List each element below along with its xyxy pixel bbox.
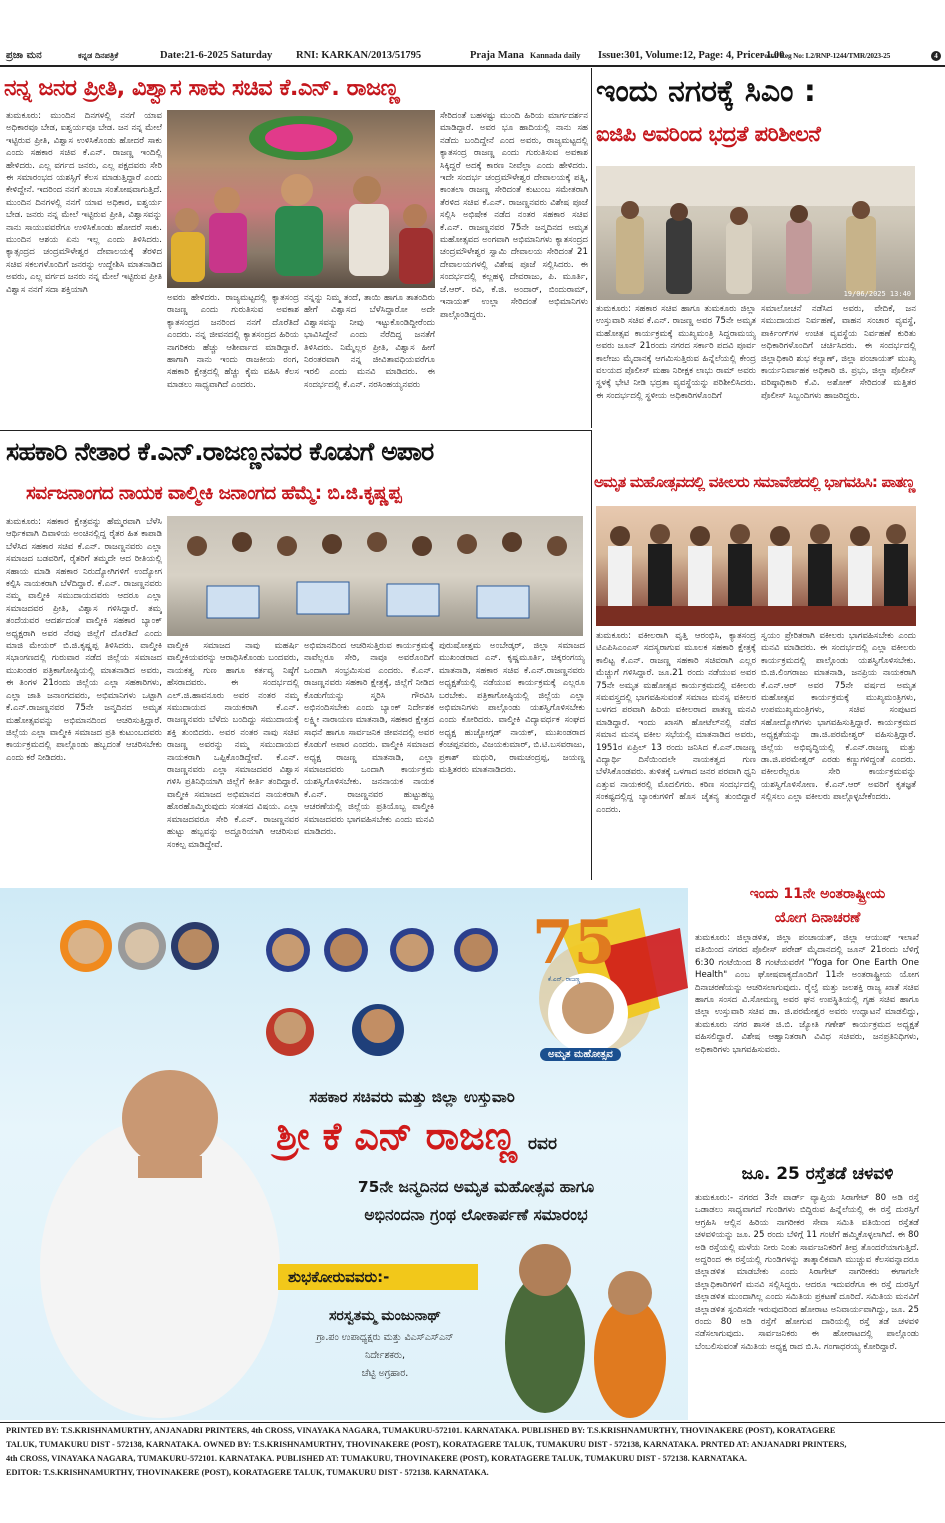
ad-title-line1: ಸಹಕಾರ ಸಚಿವರು ಮತ್ತು ಜಿಲ್ಲಾ ಉಸ್ತುವಾರಿ: [309, 1088, 515, 1106]
story2-headline-line2: ಐಜಿಪಿ ಅವರಿಂದ ಭದ್ರತೆ ಪರಿಶೀಲನೆ: [596, 122, 821, 146]
story4-column-2: ಸ್ವಯಂ ಪ್ರೇರಿತರಾಗಿ ವಕೀಲರು ಭಾಗವಹಿಸಬೇಕು ಎಂದು ಮನವಿ ಮಾಡಿದರು. ಈ ಸಂದರ್ಭದಲ್ಲಿ ಎಲ್ಲಾ ವಕೀಲರು ಕಾರ್ಯಕ್ರಮದಲ್ಲಿ ಪಾಲ್ಗೊಂಡು ಯಶಸ್ವಿಗೊಳಿಸಬೇಕು. ಬಿ.ಜಿ.ಲಿಂಗರಾಜು ಮಾತನಾಡಿ, ಜನಪ್ರಿಯ ನಾಯಕರಾಗಿ ಕೆ.ಎನ್.ಆರ್ ಅವರ 75ನೇ ವರ್ಷದ ಅಮೃತ ಮಹೋತ್ಸವ ಕಾರ್ಯಕ್ರಮಕ್ಕೆ ಮುಖ್ಯಮಂತ್ರಿಗಳು, ಉಪಮುಖ್ಯಮಂತ್ರಿಗಳು, ಸಚಿವ ಸಂಪುಟದ ಸಹೋದ್ಯೋಗಿಗಳು ಭಾಗವಹಿಸುತ್ತಿದ್ದಾರೆ. ಕಾರ್ಯಕ್ರಮದ ಅಧ್ಯಕ್ಷತೆಯನ್ನು ಡಾ.ಜಿ.ಪರಮೇಶ್ವರ್ ವಹಿಸುತ್ತಿದ್ದಾರೆ. ಜಿಲ್ಲೆಯ ಅಭಿವೃದ್ಧಿಯಲ್ಲಿ ಕೆ.ಎನ್.ರಾಜಣ್ಣ ಮತ್ತು ಡಾ.ಜಿ.ಪರಮೇಶ್ವರ್ ಎರಡು ಕಣ್ಣುಗಳಿದ್ದಂತೆ ಎಂದರು. ವಕೀಲರೆಲ್ಲರೂ ಸೇರಿ ಕಾರ್ಯಕ್ರಮವನ್ನು ಯಶಸ್ವಿಗೊಳಿಸೋಣ. ಕೆ.ಎನ್.ಆರ್ ಅವರಿಗೆ ಕೃತಜ್ಞತೆ ಸಲ್ಲಿಸಲು ಎಲ್ಲಾ ವಕೀಲರು ಪಾಲ್ಗೊಳ್ಳಬೇಕೆಂದರು.: [761, 631, 916, 803]
ad-wisher-line1: ಗ್ರಾ.ಪಂ ಉಪಾಧ್ಯಕ್ಷರು ಮತ್ತು ವಿಎಸ್ಎಸ್ಎನ್: [316, 1332, 454, 1343]
story1-column-1: ತುಮಕೂರು: ಮುಂದಿನ ದಿನಗಳಲ್ಲಿ ನನಗೆ ಯಾವ ಅಧಿಕಾರವೂ ಬೇಡ, ಐಶ್ವರ್ಯವೂ ಬೇಡ. ಜನ ನನ್ನ ಮೇಲೆ ಇಟ್ಟಿರುವ ಪ್ರೀತಿ, ವಿಶ್ವಾಸ ಉಳಿಸಿಕೊಂಡು ಹೋದರೆ ಸಾಕು ಎಂದು ಸಹಕಾರ ಸಚಿವ ಕೆ.ಎನ್. ರಾಜಣ್ಣ ಇಂದಿಲ್ಲಿ ಹೇಳಿದರು. ಎಲ್ಲ ವರ್ಗದ ಜನರು, ಎಲ್ಲ ಪಕ್ಷದವರು ಸೇರಿ ಈ ಸಮಾರಂಭದ ಯಶಸ್ಸಿಗೆ ಕೆಲಸ ಮಾಡುತ್ತಿದ್ದಾರೆ ಎಂದು ಕೇಳಿದ್ದೇನೆ. ಇದರಿಂದ ನನಗೆ ತುಂಬಾ ಸಂತೋಷವಾಗುತ್ತಿದೆ. ಮುಂದಿನ ದಿನಗಳಲ್ಲಿ ನನಗೆ ಯಾವ ಅಧಿಕಾರ, ಐಶ್ವರ್ಯ ಬೇಡ. ಜನರು ನನ್ನ ಮೇಲೆ ಇಟ್ಟಿರುವ ಪ್ರೀತಿ, ವಿಶ್ವಾಸವನ್ನು ನಾನು ಸಾಯುವವರೆಗೂ ಉಳಿಸಿಕೊಂಡು ಹೋದರೆ ಸಾಕು. ಮುಂದಿನ ಆಶಯ ಏನು ಇಲ್ಲ ಎಂದು ತಿಳಿಸಿದರು. ಕ್ಯಾತ್ಸಂದ್ರದ ಚಂದ್ರಮೌಳೇಶ್ವರ ದೇವಾಲಯಕ್ಕೆ ತೆರಳಿದ ಸಚಿವ ಸಕಲಗಳೊಂದಿಗೆ ಜನರನ್ನು ಉದ್ದೇಶಿಸಿ ಮಾತನಾಡಿದ ಅವರು, ಎಲ್ಲ ವರ್ಗದ ಜನರು ನನ್ನ ಮೇಲೆ ಇಟ್ಟಿರುವ ಪ್ರೀತಿ ವಿಶ್ವಾಸ ನನಗೆ ಸದಾ ಶಕ್ತಿಯಾಗಿ: [6, 111, 162, 295]
imprint-line-4: EDITOR: T.S.KRISHNAMURTHY, THOVINAKERE (POST), KORATAGERE TALUK, TUMAKURU DIST - 572138. KARNATAKA.: [6, 1468, 489, 1477]
imprint-line-3: 4th CROSS, VINAYAKA NAGARA, TUMAKURU-572101. KARNATAKA. PUBLISHED AT: TUMAKURU, THOVINAKERE (POST), KORATAGERE TALUK, TUMAKURU DIST - 572138. KARNATAKA.: [6, 1454, 747, 1463]
lawyers-group-illustration: [596, 506, 916, 626]
story3-photo: [167, 516, 583, 636]
ad-logo-ring: ಕೆ.ಎನ್. ರಾಜಣ್ಣ: [548, 976, 581, 983]
story1-column-2: ಅವರು ಹೇಳಿದರು. ರಾಜ್ಯಮಟ್ಟದಲ್ಲಿ ಕ್ಯಾತಸಂದ್ರ ರಾಜಣ್ಣ ಎಂದು ಗುರುತಿಸುವ ಅವಕಾಶ ಕ್ಯಾತಸಂದ್ರದ ಜನರಿಂದ ನನಗೆ ದೊರೆತಿದೆ ಎಂದರು. ನನ್ನ ಜೀವನದಲ್ಲಿ ಕ್ಯಾತಸಂದ್ರದ ಹಿರಿಯ ನಾಗರಿಕರು ಹೆಚ್ಚು ಆಶೀರ್ವಾದ ಮಾಡಿದ್ದಾರೆ. ಹಾಗಾಗಿ ನಾನು ಇಂದು ರಾಜಕೀಯ ರಂಗ, ಸಹಕಾರಿ ಕ್ಷೇತ್ರದಲ್ಲಿ ಹೆಚ್ಚು ಕೈಮ ವಹಿಸಿ ಕೆಲಸ ಮಾಡಲು ಸಾಧ್ಯವಾಗಿದೆ ಎಂದರು.: [167, 293, 299, 390]
story1-photo: [167, 110, 435, 288]
issue-date: Date:21-6-2025 Saturday: [160, 50, 273, 61]
masthead: [0, 50, 945, 64]
story3-column-3: ಅಭಿಮಾನದಿಂದ ಆಚರಿಸುತ್ತಿರುವ ಕಾರ್ಯಕ್ರಮಕ್ಕೆ ನಾವೆಲ್ಲರೂ ಸೇರಿ, ನಾವೂ ಅವರೊಂದಿಗೆ ಒಂದಾಗಿ ಸಂಭ್ರಮಿಸುವ ಎಂದರು. ಕೆ.ಎನ್. ರಾಜಣ್ಣನವರು ಸಹಕಾರಿ ಕ್ಷೇತ್ರಕ್ಕೆ, ಜಿಲ್ಲೆಗೆ ನೀಡಿದ ಕೊಡುಗೆಯನ್ನು ಸ್ಮರಿಸಿ ಗೌರವಿಸಿ ಅಭಿನಂದಿಸಬೇಕು ಎಂದು ಬ್ಯಾಂಕ್ ನಿರ್ದೇಶಕ ಲಕ್ಷ್ಮೀ ನಾರಾಯಣ ಮಾತನಾಡಿ, ಸಹಕಾರ ಕ್ಷೇತ್ರದ ಸಾಧನೆ ಹಾಗೂ ಸಾರ್ವಜನಿಕ ಜೀವನದಲ್ಲಿ ಅವರ ಕೊಡುಗೆ ಅಪಾರ ಎಂದರು. ವಾಲ್ಮೀಕಿ ಸಮಾಜದ ಅಧ್ಯಕ್ಷ ರಾಜಣ್ಣ ಮಾತನಾಡಿ, ಎಲ್ಲಾ ಸಮಾಜದವರು ಒಂದಾಗಿ ಕಾರ್ಯಕ್ರಮ ಯಶಸ್ವಿಗೊಳಿಸಬೇಕು. ಜನನಾಯಕ ನಾಯಕ ಕೆ.ಎನ್. ರಾಜಣ್ಣನವರ ಹುಟ್ಟುಹಬ್ಬ ಆಚರಣೆಯಲ್ಲಿ ಜಿಲ್ಲೆಯ ಪ್ರತಿಯೊಬ್ಬ ವಾಲ್ಮೀಕಿ ಸಮಾಜದವರು ಭಾಗವಹಿಸಬೇಕು ಎಂದು ಮನವಿ ಮಾಡಿದರು.: [304, 641, 434, 838]
section-rule: [0, 430, 591, 431]
footer-rule: [0, 1422, 945, 1423]
police-inspection-illustration: [596, 166, 915, 300]
story2-headline-line1: ಇಂದು ನಗರಕ್ಕೆ ಸಿಎಂ :: [596, 74, 816, 109]
paper-name-en: Praja Mana: [470, 50, 524, 61]
ad-wisher-line3: ಚೆಟ್ಟಿ ಅಗ್ರಹಾರ.: [361, 1368, 409, 1379]
story4-photo: [596, 506, 916, 626]
column-divider-right: [591, 68, 592, 428]
paper-name-en-sub: Kannada daily: [530, 51, 581, 60]
ad-wishes-banner: ಶುಭಕೋರುವವರು:-: [278, 1264, 478, 1290]
story3-column-1: ತುಮಕೂರು: ಸಹಕಾರ ಕ್ಷೇತ್ರವನ್ನು ಹೆಮ್ಮರವಾಗಿ ಬೆಳೆಸಿ ಆರ್ಥಿಕವಾಗಿ ದಿವಾಳಿಯ ಅಂಚಿನಲ್ಲಿದ್ದ ರೈತರ ಹಿತ ಕಾಪಾಡಿ ಬೆಳೆಸಿದ ಸಹಕಾರ ಸಚಿವ ಕೆ.ಎನ್. ರಾಜಣ್ಣನವರು ಎಲ್ಲಾ ಸಮಾಜದ ಬಡವರಿಗೆ, ರೈತರಿಗೆ ತಮ್ಮದೇ ಆದ ರೀತಿಯಲ್ಲಿ ಸಹಾಯ ಮಾಡಿ ಸಹಕಾರ ನಿರುದ್ಯೋಗಿಗಳಿಗೆ ಉದ್ಯೋಗ ಕಲ್ಪಿಸಿ ನಾಯಕರಾಗಿ ಬೆಳೆದಿದ್ದಾರೆ. ಕೆ.ಎನ್. ರಾಜಣ್ಣನವರು ನಮ್ಮ ವಾಲ್ಮೀಕಿ ಸಮುದಾಯದವರು ಆದರೂ ಎಲ್ಲಾ ಸಮಾಜದವರ ಪ್ರೀತಿ, ವಿಶ್ವಾಸ ಗಳಿಸಿದ್ದಾರೆ. ತಮ್ಮ ತಂದೆಯವರ ಆದರ್ಶದಂತೆ ವಾಲ್ಮೀಕಿ ಸಹಕಾರ ಬ್ಯಾಂಕ್ ಅಧ್ಯಕ್ಷರಾಗಿ ಅವರ ನೆರವು ಜಿಲ್ಲೆಗೆ ದೊರೆತಿದೆ ಎಂದು ಮಾಜಿ ಮೇಯರ್ ಬಿ.ಜಿ.ಕೃಷ್ಣಪ್ಪ ತಿಳಿಸಿದರು. ವಾಲ್ಮೀಕಿ ಸಭಾಂಗಣದಲ್ಲಿ ಗುರುವಾರ ನಡೆದ ಜಿಲ್ಲೆಯ ಸಮಾಜದ ಮುಖಂಡರ ಪತ್ರಿಕಾಗೋಷ್ಠಿಯಲ್ಲಿ ಮಾತನಾಡಿದ ಅವರು, ಈ ತಿಂಗಳ 21ರಂದು ಜಿಲ್ಲೆಯ ಎಲ್ಲಾ ಸಹಕಾರಿಗಳು, ಎಲ್ಲಾ ಜಾತಿ ಜನಾಂಗದವರು, ಅಭಿಮಾನಿಗಳು ಒಟ್ಟಾಗಿ ಕೆ.ಎನ್.ರಾಜಣ್ಣನವರ 75ನೇ ಜನ್ಮದಿನದ ಅಮೃತ ಮಹೋತ್ಸವವನ್ನು ಅಭಿಮಾನದಿಂದ ಆಚರಿಸುತ್ತಿದ್ದಾರೆ. ಜಿಲ್ಲೆಯ ಎಲ್ಲಾ ವಾಲ್ಮೀಕಿ ಸಮಾಜದ ಪ್ರತಿ ಕುಟುಂಬದವರು ಕಾರ್ಯಕ್ರಮದಲ್ಲಿ ಪಾಲ್ಗೊಂಡು ಹಬ್ಬದಂತೆ ಆಚರಿಸಬೇಕು ಎಂದು ಕರೆ ನೀಡಿದರು.: [6, 517, 162, 763]
crowd-garland-illustration: [167, 110, 435, 288]
story2-column-1: ತುಮಕೂರು: ಸಹಕಾರ ಸಚಿವ ಹಾಗೂ ತುಮಕೂರು ಜಿಲ್ಲಾ ಉಸ್ತುವಾರಿ ಸಚಿವ ಕೆ.ಎನ್. ರಾಜಣ್ಣ ಅವರ 75ನೇ ಅಮೃತ ಮಹೋತ್ಸವ ಕಾರ್ಯಕ್ರಮಕ್ಕೆ ಮುಖ್ಯಮಂತ್ರಿ ಸಿದ್ದರಾಮಯ್ಯ ಅವರು ಜೂನ್ 21ರಂದು ನಗರದ ಸರ್ಕಾರಿ ಪದವಿ ಪೂರ್ವ ಕಾಲೇಜು ಮೈದಾನಕ್ಕೆ ಆಗಮಿಸುತ್ತಿರುವ ಹಿನ್ನೆಲೆಯಲ್ಲಿ ಕೇಂದ್ರ ವಲಯದ ಪೊಲೀಸ್ ಮಹಾ ನಿರೀಕ್ಷಕ ಲಾಭು ರಾಮ್ ಅವರು ಸ್ಥಳಕ್ಕೆ ಭೇಟಿ ನೀಡಿ ಭದ್ರತಾ ವ್ಯವಸ್ಥೆಯನ್ನು ಪರಿಶೀಲಿಸಿದರು. ಈ ಸಂದರ್ಭದಲ್ಲಿ ಸ್ಥಳೀಯ ಅಧಿಕಾರಿಗಳೊಂದಿಗೆ: [596, 304, 756, 401]
imprint-line-2: TALUK, TUMAKURU DIST - 572138, KARNATAKA. OWNED BY: T.S.KRISHNAMURTHY, THOVINAKERE (POST), KORATAGERE TALUK, TUMAKURU DIST - 572138, KARNATAKA. PRNTED AT: ANJANADRI PRINTERS,: [6, 1440, 847, 1449]
story1-column-4: ಸೇರಿದಂತೆ ಬಹಳಷ್ಟು ಮುಂದಿ ಹಿರಿಯ ಮಾರ್ಗದರ್ಶನ ಮಾಡಿದ್ದಾರೆ. ಅವರ ಭೂ ಹಾದಿಯಲ್ಲಿ ನಾನು ಸಹ ನಡೆದು ಬಂದಿದ್ದೇನೆ ಎಂದ ಅವರು, ರಾಜ್ಯಮಟ್ಟದಲ್ಲಿ ಕ್ಯಾತಸಂದ್ರ ರಾಜಣ್ಣ ಎಂದು ಗುರುತಿಸುವ ಅವಕಾಶ ಸಿಕ್ಕಿದ್ದರೆ ಅದಕ್ಕೆ ಕಾರಣ ನೀವೆಲ್ಲಾ ಎಂದು ಹೇಳಿದರು. ಇದೇ ಸಂದರ್ಭ ಚಂದ್ರಮೌಳೇಶ್ವರ ದೇವಾಲಯಕ್ಕೆ ಪತ್ನಿ, ಕಾಂತಲಾ ರಾಜಣ್ಣ ಸೇರಿದಂತೆ ಕುಟುಂಬ ಸಮೇತರಾಗಿ ತೆರಳಿದ ಸಚಿವ ಕೆ.ಎನ್. ರಾಜಣ್ಣನವರು ವಿಶೇಷ ಪೂಜೆ ಸಲ್ಲಿಸಿ ಅಭಿಷೇಕ ನಡೆದ ನಂತರ ಸಹಕಾರ ಸಚಿವ ಕೆ.ಎನ್. ರಾಜಣ್ಣನವರ 75ನೇ ಜನ್ಮದಿನದ ಅಮೃತ ಮಹೋತ್ಸವದ ಅಂಗವಾಗಿ ಅಭಿಮಾನಿಗಳು ಕ್ಯಾತಸಂದ್ರದ ಚಂದ್ರಮೌಳೇಶ್ವರ ಸ್ವಾಮಿ ದೇವಾಲಯ ಸೇರಿದಂತೆ 21 ದೇವಾಲಯಗಳಲ್ಲಿ ವಿಶೇಷ ಪೂಜೆ ಸಲ್ಲಿಸಿದರು. ಈ ಸಂದರ್ಭದಲ್ಲಿ ಕಲ್ಲಹಳ್ಳಿ ದೇವರಾಜು, ಪಿ. ಮೂರ್ತಿ, ಜೆ.ಆರ್. ರವಿ, ಕೆ.ಜಿ. ಅಂದಾರ್, ಬಿಂದುರಾಮ್, ಇನಾಯತ್ ಉಲ್ಲಾ ಸೇರಿದಂತೆ ಅಭಿಮಾನಿಗಳು ಪಾಲ್ಗೊಂಡಿದ್ದರು.: [440, 111, 588, 320]
page-number-badge: 4: [931, 51, 941, 61]
paper-name: ಪ್ರಜಾ ಮನ: [6, 50, 42, 61]
masthead-rule: [0, 65, 945, 67]
road-protest-headline: ಜೂ. 25 ರಸ್ತೆತಡೆ ಚಳವಳಿ: [741, 1164, 894, 1184]
ad-honoree-name: [276, 1114, 656, 1159]
story1-headline: ನನ್ನ ಜನರ ಪ್ರೀತಿ, ವಿಶ್ವಾಸ ಸಾಕು ಸಚಿವ ಕೆ.ಎನ್. ರಾಜಣ್ಣ: [4, 75, 400, 101]
birthday-advertisement: [0, 888, 688, 1420]
story4-column-1: ತುಮಕೂರು: ವಕೀಲರಾಗಿ ವೃತ್ತಿ ಆರಂಭಿಸಿ, ಕ್ಯಾತಸಂದ್ರ ಟಿಎಪಿಸಿಎಂಎಸ್ ಸದಸ್ಯರಾಗುವ ಮೂಲಕ ಸಹಕಾರಿ ಕ್ಷೇತ್ರಕ್ಕೆ ಕಾಲಿಟ್ಟ ಕೆ.ಎನ್. ರಾಜಣ್ಣ ಸಹಕಾರಿ ಸಚಿವರಾಗಿ ಎಲ್ಲರ ಮೆಚ್ಚುಗೆ ಗಳಿಸಿದ್ದಾರೆ. ಜೂ.21 ರಂದು ನಡೆಯುವ ಅವರ 75ನೇ ಅಮೃತ ಮಹೋತ್ಸವ ಕಾರ್ಯಕ್ರಮದಲ್ಲಿ ವಕೀಲರು ಸಮವಸ್ತ್ರದಲ್ಲಿ ಭಾಗವಹಿಸುವಂತೆ ಸಮಾಜ ಮನಸ್ಸ ವಕೀಲರ ಬಳಗದ ಪರವಾಗಿ ಹಿರಿಯ ವಕೀಲರಾದ ಪಾತಣ್ಣ ಮನವಿ ಮಾಡಿದ್ದಾರೆ. ಇಂದು ಖಾಸಗಿ ಹೋಟೆಲ್‌ನಲ್ಲಿ ನಡೆದ ಸಮಾನ ಮನಸ್ಕ ವಕೀಲ ಸಭೆಯಲ್ಲಿ ಮಾತನಾಡಿದ ಅವರು, 1951ರ ಏಪ್ರಿಲ್ 13 ರಂದು ಜನಿಸಿದ ಕೆ.ಎನ್.ರಾಜಣ್ಣ ವಿದ್ಯಾರ್ಥಿ ದಿಸೆಯಿಂದಲೇ ನಾಯಕತ್ವದ ಗುಣ ಬೆಳೆಸಿಕೊಂಡವರು. ತುಳಿತಕ್ಕೆ ಒಳಗಾದ ಜನರ ಪರವಾಗಿ ಧ್ವನಿ ಎತ್ತುವ ನಾಯಕರಲ್ಲಿ ಮೊದಲಿಗರು. ಕಠಿಣ ಸಂದರ್ಭದಲ್ಲಿ ಸಂಕಷ್ಟದಲ್ಲಿದ್ದ ಬ್ಯಾಂಕುಗಳಿಗೆ ಹೊಸ ಚೈತನ್ಯ ತುಂಬಿದ್ದಾರೆ ಎಂದರು.: [596, 631, 756, 815]
paper-tag: ಕನ್ನಡ ದಿನಪತ್ರಿಕೆ: [78, 51, 119, 60]
yoga-body: ತುಮಕೂರು: ಜಿಲ್ಲಾಡಳಿತ, ಜಿಲ್ಲಾ ಪಂಚಾಯತ್, ಜಿಲ್ಲಾ ಆಯುಷ್ ಇಲಾಖೆ ವತಿಯಿಂದ ನಗರದ ಪೊಲೀಸ್ ಪರೇಡ್ ಮೈದಾನದಲ್ಲಿ ಜೂನ್ 21ರಂದು ಬೆಳಿಗ್ಗೆ 6:30 ಗಂಟೆಯಿಂದ 8 ಗಂಟೆಯವರೆಗೆ "Yoga for One Earth One Health" ಎಂಬ ಘೋಷವಾಕ್ಯದೊಂದಿಗೆ 11ನೇ ಅಂತರಾಷ್ಟ್ರೀಯ ಯೋಗ ದಿನಾಚರಣೆಯನ್ನು ಆಚರಿಸಲಾಗುವುದು. ರೈಲ್ವೆ ಮತ್ತು ಜಲಶಕ್ತಿ ರಾಜ್ಯ ಖಾತೆ ಸಚಿವ ಹಾಗೂ ಸಂಸದ ವಿ.ಸೋಮಣ್ಣ ಅವರ ಘನ ಉಪಸ್ಥಿತಿಯಲ್ಲಿ ಗೃಹ ಸಚಿವ ಹಾಗೂ ಜಿಲ್ಲಾ ಉಸ್ತುವಾರಿ ಸಚಿವ ಡಾ. ಜಿ.ಪರಮೇಶ್ವರ ಅವರು ಉದ್ಘಾಟನೆ ಮಾಡಲಿದ್ದು, ತುಮಕೂರು ನಗರ ಶಾಸಕ ಜಿ.ಬಿ. ಜ್ಯೋತಿ ಗಣೇಶ್ ಕಾರ್ಯಕ್ರಮದ ಅಧ್ಯಕ್ಷತೆ ವಹಿಸಲಿದ್ದಾರೆ. ವಿಶೇಷ ಆಹ್ವಾನಿತರಾಗಿ ವಿವಿಧ ಸಚಿವರು, ಜನಪ್ರತಿನಿಧಿಗಳು, ಅಧಿಕಾರಿಗಳು ಭಾಗವಹಿಸುವರು.: [695, 933, 919, 1055]
ad-wisher-name: ಸರಸ್ವತಮ್ಮ ಮಂಜುನಾಥ್: [329, 1308, 441, 1324]
ad-logo-caption: ಅಮೃತ ಮಹೋತ್ಸವ: [540, 1048, 621, 1061]
postal-reg: Postal Reg No: L2/RNP-1244/TMR/2023-25: [760, 51, 891, 60]
story3-headline: ಸಹಕಾರಿ ನೇತಾರ ಕೆ.ಎನ್.ರಾಜಣ್ಣನವರ ಕೊಡುಗೆ ಅಪಾರ: [6, 437, 434, 466]
story3-column-4: ಪುರುಷೋತ್ತಮ ಅಂಬೇಡ್ಕರ್, ಜಿಲ್ಲಾ ಸಮಾಜದ ಮುಖಂಡರಾದ ಎನ್. ಕೃಷ್ಣಮೂರ್ತಿ, ಚಿಕ್ಕರಂಗಯ್ಯ ಮಾತನಾಡಿ, ಸಹಕಾರ ಸಚಿವ ಕೆ.ಎನ್.ರಾಜಣ್ಣನವರು ಅಧ್ಯಕ್ಷತೆಯಲ್ಲಿ ನಡೆಯುವ ಕಾರ್ಯಕ್ರಮಕ್ಕೆ ಎಲ್ಲರೂ ಬರಬೇಕು. ಪತ್ರಿಕಾಗೋಷ್ಠಿಯಲ್ಲಿ ಜಿಲ್ಲೆಯ ಎಲ್ಲಾ ಅಭಿಮಾನಿಗಳು ಪಾಲ್ಗೊಂಡು ಯಶಸ್ವಿಗೊಳಿಸಬೇಕು ಎಂದು ಕೋರಿದರು. ವಾಲ್ಮೀಕಿ ವಿದ್ಯಾವರ್ಧಕ ಸಂಘದ ಅಧ್ಯಕ್ಷ ಹುಚ್ಚೋಗ್ಗಡ್ ನಾಯಕ್, ಮುಖಂಡರಾದ ಕೆಂಚಪ್ಪನವರು, ವಿಜಯಕುಮಾರ್, ಬಿ.ಟಿ.ಬಸವರಾಜು, ಪ್ರಕಾಶ್ ಮಧುರಿ, ರಾಮಚಂದ್ರಪ್ಪ, ಜಯಣ್ಣ ಮತ್ತಿತರರು ಮಾತನಾಡಿದರು.: [439, 641, 585, 776]
issue-info: Issue:301, Volume:12, Page: 4, Price: 1.00: [598, 50, 785, 61]
story2-column-2: ಸಮಾಲೋಚನೆ ನಡೆಸಿದ ಅವರು, ವೇದಿಕೆ, ಜನ ಸಮುದಾಯದ ನಿರ್ವಹಣೆ, ವಾಹನ ಸಂಚಾರ ವ್ಯವಸ್ಥೆ, ಪಾರ್ಕಿಂಗ್‌ಗಳ ಉಚಿತ ವ್ಯವಸ್ಥೆಯ ನಿರ್ವಹಣೆ ಕುರಿತು ಅಧಿಕಾರಿಗಳೊಂದಿಗೆ ಚರ್ಚಿಸಿದರು. ಈ ಸಂದರ್ಭದಲ್ಲಿ ಜಿಲ್ಲಾಧಿಕಾರಿ ಶುಭ ಕಲ್ಯಾಣ್, ಜಿಲ್ಲಾ ಪಂಚಾಯತ್ ಮುಖ್ಯ ಕಾರ್ಯನಿರ್ವಾಹಕ ಅಧಿಕಾರಿ ಜಿ. ಪ್ರಭು, ಜಿಲ್ಲಾ ಪೊಲೀಸ್ ವರಿಷ್ಠಾಧಿಕಾರಿ ಕೆ.ವಿ. ಅಶೋಕ್ ಸೇರಿದಂತೆ ಮತ್ತಿತರ ಪೊಲೀಸ್ ಸಿಬ್ಬಂದಿಗಳು ಹಾಜರಿದ್ದರು.: [761, 304, 916, 401]
story3-subhead: ಸರ್ವಜನಾಂಗದ ನಾಯಕ ವಾಲ್ಮೀಕಿ ಜನಾಂಗದ ಹೆಮ್ಮೆ: ಬಿ.ಜಿ.ಕೃಷ್ಣಪ್ಪ: [26, 483, 402, 504]
road-protest-body: ತುಮಕೂರು:- ನಗರದ 3ನೇ ವಾರ್ಡ್ ವ್ಯಾಪ್ತಿಯ ಸಿರಾಗೇಟ್ 80 ಅಡಿ ರಸ್ತೆ ಒಡಾಡಲು ಸಾಧ್ಯವಾಗದೆ ಗುಂಡಿಗಳು ಬಿದ್ದಿರುವ ಹಿನ್ನೆಲೆಯಲ್ಲಿ ಈ ರಸ್ತೆ ದುರಸ್ತಿಗೆ ಆಗ್ರಹಿಸಿ ಆಲ್ಲಿನ ಹಿರಿಯ ನಾಗರೀಕರ ಸೇವಾ ಸಮಿತಿ ವತಿಯಿಂದ ರಸ್ತೆತಡೆ ಚಳವಳಿಯನ್ನು ಜೂ. 25 ರಂದು ಬೆಳಿಗ್ಗೆ 11 ಗಂಟೆಗೆ ಹಮ್ಮಿಕೊಳ್ಳಲಾಗಿದೆ. ಈ 80 ಅಡಿ ರಸ್ತೆಯಲ್ಲಿ ಮಳೆಯ ನೀರು ನಿಂತು ಸಾರ್ವಜನಿಕರಿಗೆ ತೀವ್ರ ತೊಂದರೆಯಾಗುತ್ತಿದೆ. ಅದ್ದರಿಂದ ಈ ರಸ್ತೆಯಲ್ಲಿ ಗುಂಡಿಗಳನ್ನು ತಾತ್ಕಾಲಿಕವಾಗಿ ಮುಚ್ಚುವ ಕೆಲಸವನ್ನಾದರೂ ಜಿಲ್ಲಾಡಳಿತ ಮಾಡಬೇಕು ಎಂದು ಸಿರಾಗೇಟ್ ನಾಗರೀಕರು ಈಗಾಗಲೇ ಜಿಲ್ಲಾಧಿಕಾರಿಗಳಿಗೆ ಮನವಿ ಸಲ್ಲಿಸಿದ್ದರು. ಆದರೂ ಇದುವರೆಗೂ ಈ ರಸ್ತೆ ದುರಸ್ತಿಗೆ ಜಿಲ್ಲಾಡಳಿತ ಮುಂದಾಗಿಲ್ಲ ಎಂದು ಸಮಿತಿಯ ಪ್ರಕಟಣೆ ದೂರಿದೆ. ಸಮಿತಿಯ ಮನವಿಗೆ ಜಿಲ್ಲಾಡಳಿತ ಸ್ಪಂದಿಸದೇ ಇರುವುದರಿಂದ ಹೋರಾಟ ಅನಿವಾರ್ಯವಾಗಿದ್ದು, ಜೂ. 25 ರಂದು 80 ಅಡಿ ರಸ್ತೆಗೆ ಹೋಗುವ ದಾರಿಯಲ್ಲಿ ರಸ್ತೆ ತಡೆ ಚಳವಳಿ ನಡೆಸಲಾಗುವುದು. ಸಾರ್ವಜನಿಕರು ಈ ಹೋರಾಟದಲ್ಲಿ ಪಾಲ್ಗೊಂಡು ಬೆಂಬಲಿಸುವಂತೆ ಸಮಿತಿಯ ಅಧ್ಯಕ್ಷ ರಾದ ಬಿ.ಸಿ. ಗಂಗಾಧರಯ್ಯ ಕೋರಿದ್ದಾರೆ.: [695, 1193, 919, 1352]
story4-headline: ಅಮೃತ ಮಹೋತ್ಸವದಲ್ಲಿ ವಕೀಲರು ಸಮಾವೇಶದಲ್ಲಿ ಭಾಗವಹಿಸಿ: ಪಾತಣ್ಣ: [594, 473, 915, 491]
column-divider-right-2: [591, 430, 592, 880]
photo-timestamp: 19/06/2025 13:40: [843, 290, 911, 298]
story3-column-2: ವಾಲ್ಮೀಕಿ ಸಮಾಜದ ನಾವು ಮಹರ್ಷಿ ವಾಲ್ಮೀಕಿಯವರನ್ನು ಆರಾಧಿಸಿಕೊಂಡು ಬಂದವರು, ನಾಯಕತ್ವ ಗುಣ ಹಾಗೂ ಕರ್ತವ್ಯ ನಿಷ್ಠೆಗೆ ಹೆಸರಾದವರು. ಈ ಸಂದರ್ಭದಲ್ಲಿ ಎಲ್.ಜಿ.ಹಾವನೂರು ಅವರ ನಂತರ ನಮ್ಮ ಸಮುದಾಯದ ನಾಯಕರಾಗಿ ಕೆ.ಎನ್. ರಾಜಣ್ಣನವರು ಬೆಳೆದು ಬಂದಿದ್ದು ಸಮುದಾಯಕ್ಕೆ ಶಕ್ತಿ ತುಂಬಿದರು. ಅವರ ನಂತರ ನಾವು ಸಚಿವ ರಾಜಣ್ಣ ಅವರನ್ನು ನಮ್ಮ ಸಮುದಾಯದ ನಾಯಕರಾಗಿ ಒಪ್ಪಿಕೊಂಡಿದ್ದೇವೆ. ಕೆ.ಎನ್. ರಾಜಣ್ಣನವರು ಎಲ್ಲಾ ಸಮಾಜದವರ ವಿಶ್ವಾಸ ಗಳಿಸಿ ಪ್ರತಿನಿಧಿಯಾಗಿ ಜಿಲ್ಲೆಗೆ ಕೀರ್ತಿ ತಂದಿದ್ದಾರೆ. ವಾಲ್ಮೀಕಿ ಸಮಾಜದ ಅಭಿಮಾನದ ನಾಯಕರಾಗಿ ಹೊರಹೊಮ್ಮಿರುವುದು ಸಂತಸದ ವಿಷಯ. ಎಲ್ಲಾ ಸಮಾಜದವರೂ ಸೇರಿ ಕೆ.ಎನ್. ರಾಜಣ್ಣನವರ ಹುಟ್ಟು ಹಬ್ಬವನ್ನು ಅದ್ದೂರಿಯಾಗಿ ಆಚರಿಸುವ ಸಂಕಲ್ಪ ಮಾಡಿದ್ದೇವೆ.: [167, 641, 299, 850]
ad-title-line4: ಅಭಿನಂದನಾ ಗ್ರಂಥ ಲೋಕಾರ್ಪಣೆ ಸಮಾರಂಭ: [364, 1206, 588, 1224]
rni-number: RNI: KARKAN/2013/51795: [296, 50, 422, 61]
ad-logo-number: 75: [532, 908, 616, 978]
ad-name-suffix: ರವರ: [528, 1134, 557, 1154]
ad-wisher-line2: ನಿರ್ದೇಶಕರು,: [364, 1350, 405, 1361]
imprint-line-1: PRINTED BY: T.S.KRISHNAMURTHY, ANJANADRI PRINTERS, 4th CROSS, VINAYAKA NAGARA, TUMAKURU-572101. KARNATAKA. PUBLISHED BY: T.S.KRISHNAMURTHY, THOVINAKERE (POST), KORATAGERE: [6, 1426, 836, 1435]
ad-name-text: ಶ್ರೀ ಕೆ ಎನ್ ರಾಜಣ್ಣ: [276, 1114, 517, 1158]
story2-photo: [596, 166, 915, 300]
book-release-group-illustration: [167, 516, 583, 636]
yoga-headline-line1: ಇಂದು 11ನೇ ಅಂತರಾಷ್ಟ್ರೀಯ: [749, 886, 886, 902]
imprint-footer: [0, 1424, 945, 1523]
yoga-headline-line2: ಯೋಗ ದಿನಾಚರಣೆ: [774, 910, 861, 926]
story1-column-3: ನನ್ನನ್ನು ನಿಮ್ಮ ತಂದೆ, ತಾಯಿ ಹಾಗೂ ತಾತಂದಿರು ಹೇಗೆ ವಿಶ್ವಾಸದ ಬೆಳೆಸಿದ್ದಾರೋ ಅದೇ ವಿಶ್ವಾಸವನ್ನು ನೀವು ಇಟ್ಟುಕೊಂಡಿದ್ದೀರೆಂದು ಭಾವಿಸಿದ್ದೇನೆ ಎಂದು ನೆರೆದಿದ್ದ ಜನತೆಗೆ ತಿಳಿಸಿದರು. ನಿಮ್ಮೆಲ್ಲರ ಪ್ರೀತಿ, ವಿಶ್ವಾಸ ಹೀಗೆ ನಿರಂತರವಾಗಿ ನನ್ನ ಜೀವಿತಾವಧಿಯವರೆಗೂ ಇರಲಿ ಎಂದು ಮನವಿ ಮಾಡಿದರು. ಈ ಸಂದರ್ಭದಲ್ಲಿ ಕೆ.ಎನ್. ನರಸಿಂಹಯ್ಯನವರು: [304, 293, 435, 390]
ad-title-line3: 75ನೇ ಜನ್ಮದಿನದ ಅಮೃತ ಮಹೋತ್ಸವ ಹಾಗೂ: [357, 1178, 595, 1196]
